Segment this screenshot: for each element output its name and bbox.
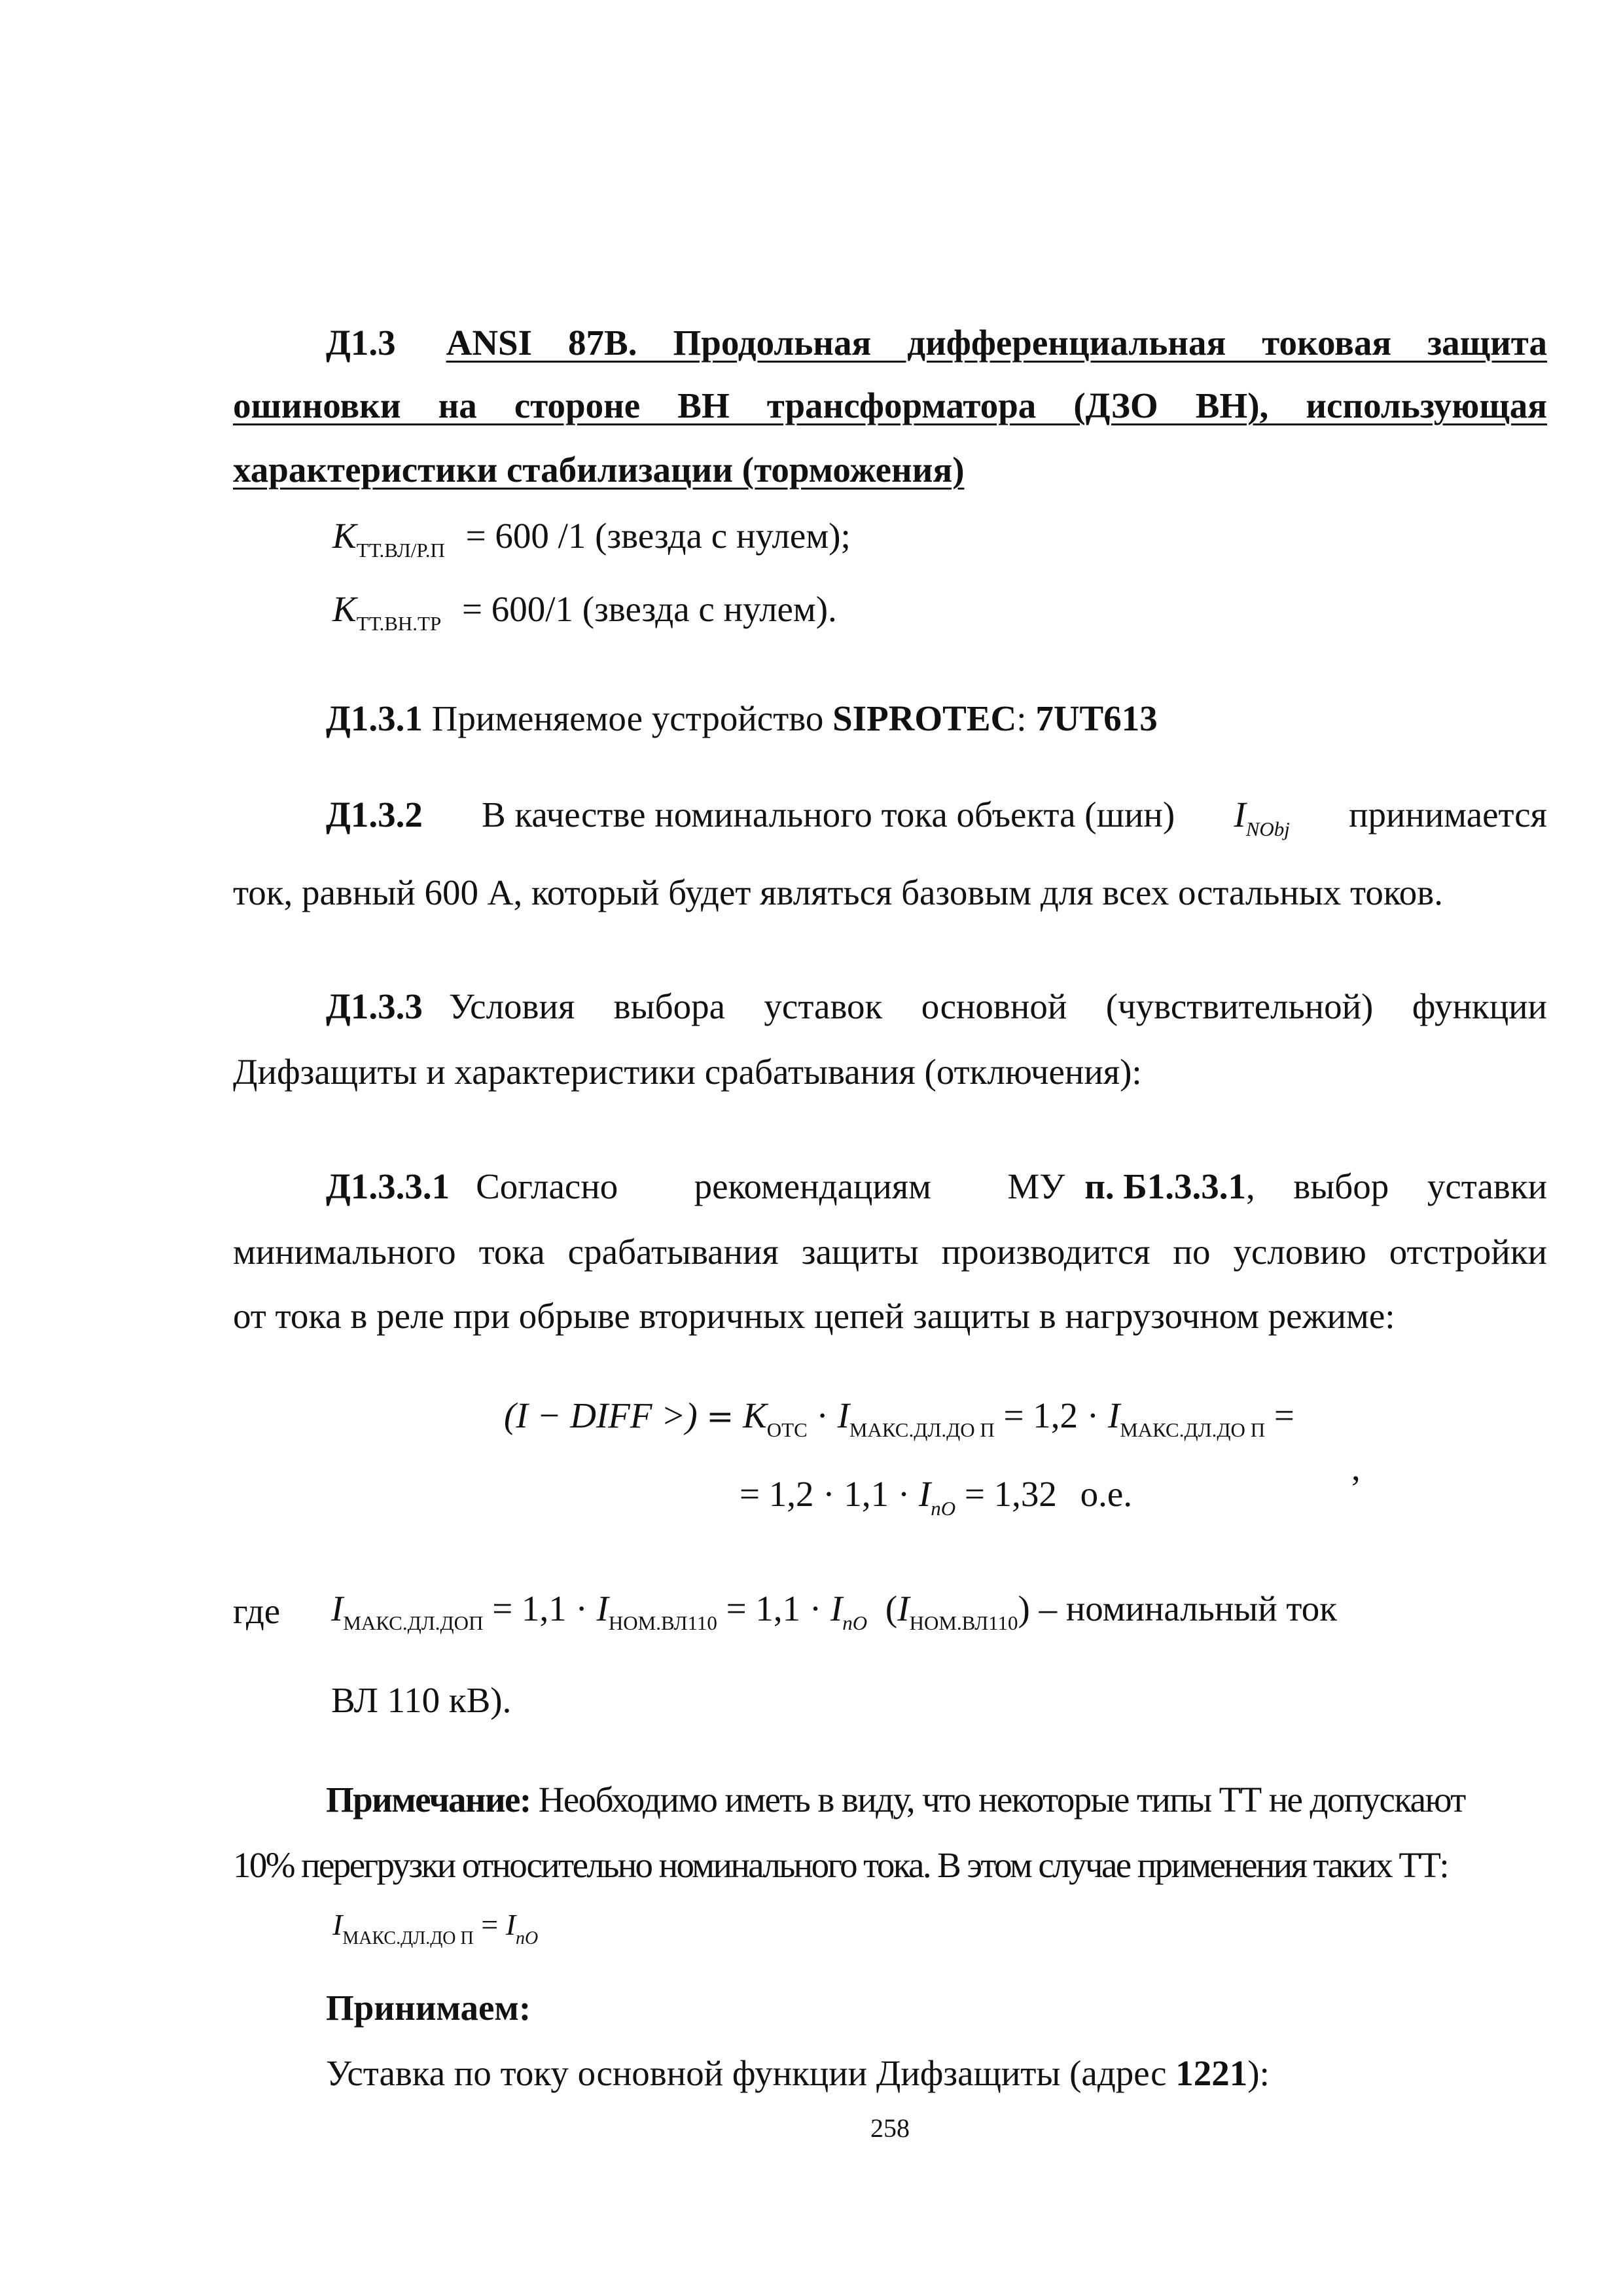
- accept-text: Уставка по току основной функции Дифзащиты (адрес: [326, 2053, 1176, 2093]
- section-text: Условия выбора уставок основной (чувствительной) функции: [448, 986, 1547, 1026]
- where-text: ) – номинальный ток: [1018, 1588, 1337, 1628]
- i-symbol: I: [897, 1588, 910, 1628]
- heading-line-1: [233, 325, 1547, 361]
- reference: п. Б1.3.3.1: [1084, 1166, 1246, 1206]
- formula-comma: ,: [1351, 1448, 1361, 1488]
- formula-diff-setting: [504, 1395, 1294, 1441]
- i-subscript: МАКС.ДЛ.ДОП: [343, 1611, 484, 1634]
- section-number: Д1.3.3: [326, 986, 423, 1026]
- formula-text: = 1,1 ·: [492, 1588, 588, 1628]
- i-symbol: I: [332, 1908, 343, 1941]
- nobj-subscript: NObj: [1245, 817, 1290, 840]
- heading-title-part-1: ANSI 87B. Продольная дифференциальная токовая защита: [446, 323, 1547, 363]
- section-text: Согласно рекомендациям МУ: [476, 1166, 1065, 1206]
- k-symbol: K: [332, 589, 357, 629]
- where-label: где: [233, 1591, 281, 1631]
- ino-subscript: nO: [516, 1928, 539, 1948]
- heading-number: Д1.3: [326, 323, 396, 363]
- equals-sign: =: [706, 1397, 734, 1435]
- k-symbol: K: [332, 516, 357, 556]
- equals-sign: =: [1274, 1395, 1294, 1435]
- section-number: Д1.3.3.1: [326, 1166, 450, 1206]
- formula-max-current: [332, 1908, 539, 1948]
- i-symbol: I: [505, 1908, 516, 1941]
- i-subscript: МАКС.ДЛ.ДО П: [849, 1418, 995, 1441]
- section-1-3-3-line-1: [233, 988, 1547, 1024]
- colon: :: [1016, 698, 1036, 738]
- formula-result: [740, 1474, 1133, 1520]
- heading-line-3: характеристики стабилизации (торможения): [233, 450, 965, 490]
- section-1-3-3-line-2: Дифзащиты и характеристики срабатывания (отключения):: [233, 1052, 1142, 1092]
- ino-subscript: nO: [931, 1497, 956, 1520]
- diff-lhs: (I − DIFF >): [504, 1395, 698, 1435]
- i-subscript: МАКС.ДЛ.ДО П: [1120, 1418, 1266, 1441]
- i-symbol: I: [1107, 1395, 1120, 1435]
- i-symbol: I: [331, 1588, 344, 1628]
- ct-ratio-value: = 600/1 (звезда с нулем).: [461, 589, 837, 629]
- formula-value: = 1,32: [964, 1474, 1057, 1514]
- address-value: 1221: [1175, 2053, 1248, 2093]
- section-1-3-3-1-line-1: [233, 1168, 1547, 1204]
- device-model: 7UT613: [1035, 698, 1158, 738]
- page-number: 258: [870, 2113, 910, 2143]
- section-number: Д1.3.1: [326, 698, 423, 738]
- ct-ratio-subscript: ТТ.ВЛ/Р.П: [356, 539, 445, 562]
- k-symbol: K: [743, 1395, 767, 1435]
- ino-subscript: nO: [842, 1611, 868, 1634]
- i-symbol: I: [1234, 795, 1246, 834]
- where-line-2: ВЛ 110 кВ).: [331, 1680, 512, 1720]
- i-subscript: МАКС.ДЛ.ДО П: [342, 1928, 474, 1948]
- section-1-3-3-1-line-3: от тока в реле при обрыве вторичных цепей защиты в нагрузочном режиме:: [233, 1296, 1395, 1336]
- accept-end: ):: [1247, 2053, 1270, 2093]
- equals-sign: =: [481, 1908, 499, 1941]
- i-symbol: I: [830, 1588, 843, 1628]
- i-subscript: НОМ.ВЛ110: [608, 1611, 717, 1634]
- note-label: Примечание:: [326, 1780, 531, 1820]
- k-subscript: ОТС: [766, 1418, 808, 1441]
- note-line-2: 10% перегрузки относительно номинального тока. В этом случае применения таких ТТ:: [233, 1845, 1448, 1885]
- paren-open: (: [885, 1588, 898, 1628]
- multiply-dot: ·: [816, 1395, 829, 1435]
- i-subscript: НОМ.ВЛ110: [909, 1611, 1018, 1634]
- ct-ratio-line: [332, 516, 851, 562]
- section-1-3-2-line-2: ток, равный 600 А, который будет являться базовым для всех остальных токов.: [233, 872, 1443, 912]
- section-1-3-3-1-line-2: минимального тока срабатывания защиты производится по условию отстройки: [233, 1232, 1547, 1272]
- section-number: Д1.3.2: [326, 795, 423, 834]
- i-symbol: I: [837, 1395, 849, 1435]
- ct-ratio-hv-line: [332, 589, 837, 635]
- brand-name: SIPROTEC: [832, 698, 1017, 738]
- formula-text: = 1,2 · 1,1 ·: [740, 1474, 910, 1514]
- formula-text: = 1,1 ·: [726, 1588, 822, 1628]
- section-text-end: , выбор уставки: [1246, 1166, 1547, 1206]
- note-text: Необходимо иметь в виду, что некоторые типы ТТ не допускают: [530, 1780, 1465, 1820]
- accept-label: Принимаем:: [326, 1988, 531, 2028]
- section-1-3-2-line-1: [233, 795, 1547, 840]
- note-line-1: [233, 1782, 1547, 1818]
- i-symbol: I: [918, 1474, 931, 1514]
- unit-label: о.е.: [1080, 1474, 1133, 1514]
- section-text: В качестве номинального тока объекта (шин): [482, 795, 1175, 834]
- formula-mid: = 1,2 ·: [1003, 1395, 1099, 1435]
- accept-line: [326, 2055, 1270, 2091]
- heading-line-2: ошиновки на стороне ВН трансформатора (ДЗО ВН), использующая: [233, 386, 1547, 425]
- ct-ratio-subscript: ТТ.ВН.ТР: [356, 612, 442, 635]
- section-text: Применяемое устройство: [431, 698, 833, 738]
- i-symbol: I: [596, 1588, 609, 1628]
- section-text-end: принимается: [1349, 795, 1547, 834]
- section-1-3-1: [326, 700, 1158, 736]
- ct-ratio-value: = 600 /1 (звезда с нулем);: [465, 516, 851, 556]
- where-formula: [331, 1588, 1337, 1634]
